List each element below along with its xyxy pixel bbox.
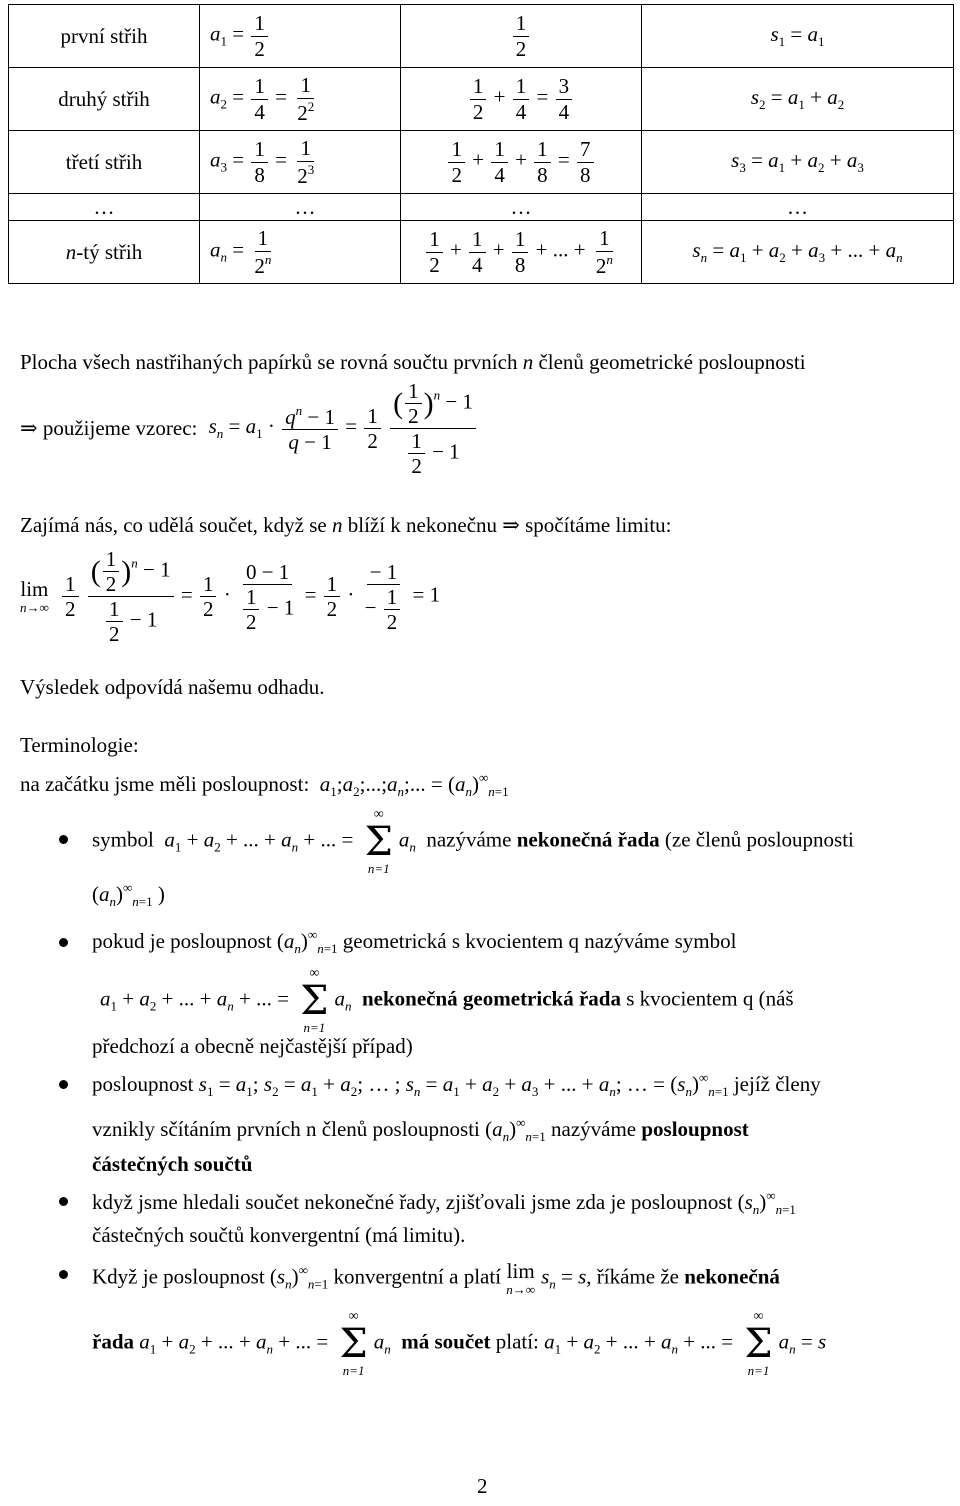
- sum-cell: $\frac{1}{2}$: [401, 5, 642, 68]
- paragraph-limit-intro: Zajímá nás, co udělá součet, když se n blíží k nekonečnu ⇒ spočítáme limitu:: [20, 513, 672, 537]
- row-label: …: [9, 194, 200, 221]
- bullet-text: posloupnost: [92, 1072, 194, 1096]
- bullet-text: vznikly sčítáním prvních n členů posloupnosti: [92, 1117, 480, 1141]
- paragraph-formula-prefix: ⇒ použijeme vzorec:: [20, 416, 198, 441]
- row-label: třetí střih: [9, 131, 200, 194]
- term-cell: $a_3$ = $\frac{1}{8}$ = $\frac{1}{2^3}$: [200, 131, 401, 194]
- bullet-text: když jsme hledali součet nekonečné řady, zjišťovali jsme zda je posloupnost: [92, 1190, 733, 1214]
- bullet-text: předchozí a obecně nejčastější případ): [92, 1034, 413, 1058]
- partial-cell: $s_2 = a_1 + a_2$: [642, 68, 954, 131]
- bullet-text: Když je posloupnost: [92, 1264, 265, 1289]
- formula-limit: lim n→∞ $\frac{1}{2}$ ( $\frac{1}{2}$ )$^n$ − 1 $\frac{1}{2}$ − 1 = $\frac{1}{2}$ · 0 − 1 $\frac{1}{2}$ − 1 = $\frac{1}{2}$ · − 1 − $\frac{1}{2}$ = 1: [20, 547, 441, 647]
- bullet-text: částečných součtů konvergentní (má limitu).: [92, 1223, 466, 1247]
- bold-term: nekonečná: [684, 1264, 780, 1289]
- bold-term: nekonečná geometrická řada: [362, 986, 621, 1011]
- bullet-geometric-series: $a_1 + a_2$ + ... + $a_n$ + ... = ∞ Σ n=1 $a_n$ nekonečná geometrická řada s kvocientem q (náš: [100, 966, 794, 1035]
- bold-term: má součet: [401, 1329, 491, 1354]
- bold-term: částečných součtů: [92, 1152, 253, 1176]
- paragraph-start: na začátku jsme měli posloupnost: $a_1;a_2;...;a_n$;... = $(a_n)^\infty_{n=1}$: [20, 770, 509, 799]
- bullet-continuation: $(a_n)^\infty_{n=1}$ ): [92, 880, 165, 909]
- bullet-text: platí:: [495, 1329, 539, 1354]
- bold-term: posloupnost: [641, 1117, 749, 1141]
- terminology-heading: Terminologie:: [20, 733, 139, 757]
- term-cell: …: [200, 194, 401, 221]
- term-cell: $a_1$ = $\frac{1}{2}$: [200, 5, 401, 68]
- bullet: [59, 1080, 68, 1089]
- bullet-partial-sums: posloupnost $s_1 = a_1$; $s_2 = a_1 + a_2$; … ; $s_n = a_1 + a_2 + a_3$ + ... + $a_n$; … = $(s_n)^\infty_{n=1}$ jejíž členy: [92, 1070, 821, 1099]
- paragraph-area: Plocha všech nastřihaných papírků se rovná součtu prvních n členů geometrické posloupnosti: [20, 350, 806, 374]
- page-number: 2: [477, 1474, 488, 1498]
- paragraph-result: Výsledek odpovídá našemu odhadu.: [20, 675, 325, 699]
- bullet-text: , říkáme že: [586, 1264, 679, 1289]
- bullet-text: pokud je posloupnost: [92, 929, 272, 953]
- bullet: [59, 1197, 68, 1206]
- bullet-partial-sums-cont: vznikly sčítáním prvních n členů posloupnosti $(a_n)^\infty_{n=1}$ nazýváme posloupnost: [92, 1115, 749, 1144]
- bold-term: řada: [92, 1329, 134, 1354]
- bullet-series-sum: Když je posloupnost $(s_n)^\infty_{n=1}$ konvergentní a platí lim n→∞ $s_n = s$, říkáme že nekonečná: [92, 1259, 780, 1298]
- partial-cell: …: [642, 194, 954, 221]
- formula-sum: ⇒ použijeme vzorec: $s_n = a_1$ · $\frac{q^n - 1}{q - 1}$ = $\frac{1}{2}$ ( $\frac{1}{2}$ )$^n$ − 1 $\frac{1}{2}$ − 1: [20, 380, 478, 477]
- bullet-text: s kvocientem q (náš: [626, 986, 794, 1011]
- bullet: [59, 938, 68, 947]
- row-label: druhý střih: [9, 68, 200, 131]
- bold-term: [92, 1152, 252, 1177]
- sum-cell: $\frac{1}{2}$ + $\frac{1}{4}$ + $\frac{1}{8}$ = $\frac{7}{8}$: [401, 131, 642, 194]
- row-label: první střih: [9, 5, 200, 68]
- bullet-text: nazýváme: [551, 1117, 637, 1141]
- bullet: [59, 1270, 68, 1279]
- bullet-convergence: když jsme hledali součet nekonečné řady, zjišťovali jsme zda je posloupnost $(s_n)^\infty_{n=1}$: [92, 1188, 796, 1217]
- bullet-text: (ze členů posloupnosti: [664, 827, 854, 852]
- start-label: na začátku jsme měli posloupnost:: [20, 772, 310, 796]
- bold-term: nekonečná řada: [516, 827, 660, 852]
- sum-cell: $\frac{1}{2}$ + $\frac{1}{4}$ + $\frac{1}{8}$ + ... + $\frac{1}{2^n}$: [401, 221, 642, 284]
- table-row: [9, 194, 954, 221]
- partial-cell: $s_3 = a_1 + a_2 + a_3$: [642, 131, 954, 194]
- bullet-text: konvergentní a platí: [333, 1264, 502, 1289]
- sum-cell: …: [401, 194, 642, 221]
- table-row: [9, 131, 954, 194]
- bullet-text: symbol: [92, 827, 154, 852]
- sum-cell: $\frac{1}{2}$ + $\frac{1}{4}$ = $\frac{3}{4}$: [401, 68, 642, 131]
- table-row: [9, 68, 954, 131]
- table-row: [9, 221, 954, 284]
- term-cell: $a_2$ = $\frac{1}{4}$ = $\frac{1}{2^2}$: [200, 68, 401, 131]
- partial-cell: $s_n = a_1 + a_2 + a_3$ + ... + $a_n$: [642, 221, 954, 284]
- table-row: [9, 5, 954, 68]
- bullet-series-sum-cont: řada $a_1 + a_2$ + ... + $a_n$ + ... = ∞ Σ n=1 $a_n$ má součet platí: $a_1 + a_2$ + ... + $a_n$ + ... = ∞ Σ n=1 $a_n = s$: [92, 1309, 827, 1378]
- bullet-text: nazýváme: [426, 827, 512, 852]
- bullet-series-definition: symbol $a_1 + a_2$ + ... + $a_n$ + ... = ∞ Σ n=1 $a_n$ nazýváme nekonečná řada (ze členů posloupnosti: [92, 807, 854, 876]
- term-cell: $a_n$ = $\frac{1}{2^n}$: [200, 221, 401, 284]
- partial-cell: $s_1 = a_1$: [642, 5, 954, 68]
- cuts-table: [8, 4, 954, 284]
- bullet-text: jejíž členy: [733, 1072, 821, 1096]
- bullet-text: geometrická s kvocientem q nazýváme symbol: [342, 929, 737, 953]
- bullet: [59, 835, 68, 844]
- bullet-geometric: pokud je posloupnost $(a_n)^\infty_{n=1}$ geometrická s kvocientem q nazýváme symbol: [92, 927, 737, 956]
- row-label: n-tý střih: [9, 221, 200, 284]
